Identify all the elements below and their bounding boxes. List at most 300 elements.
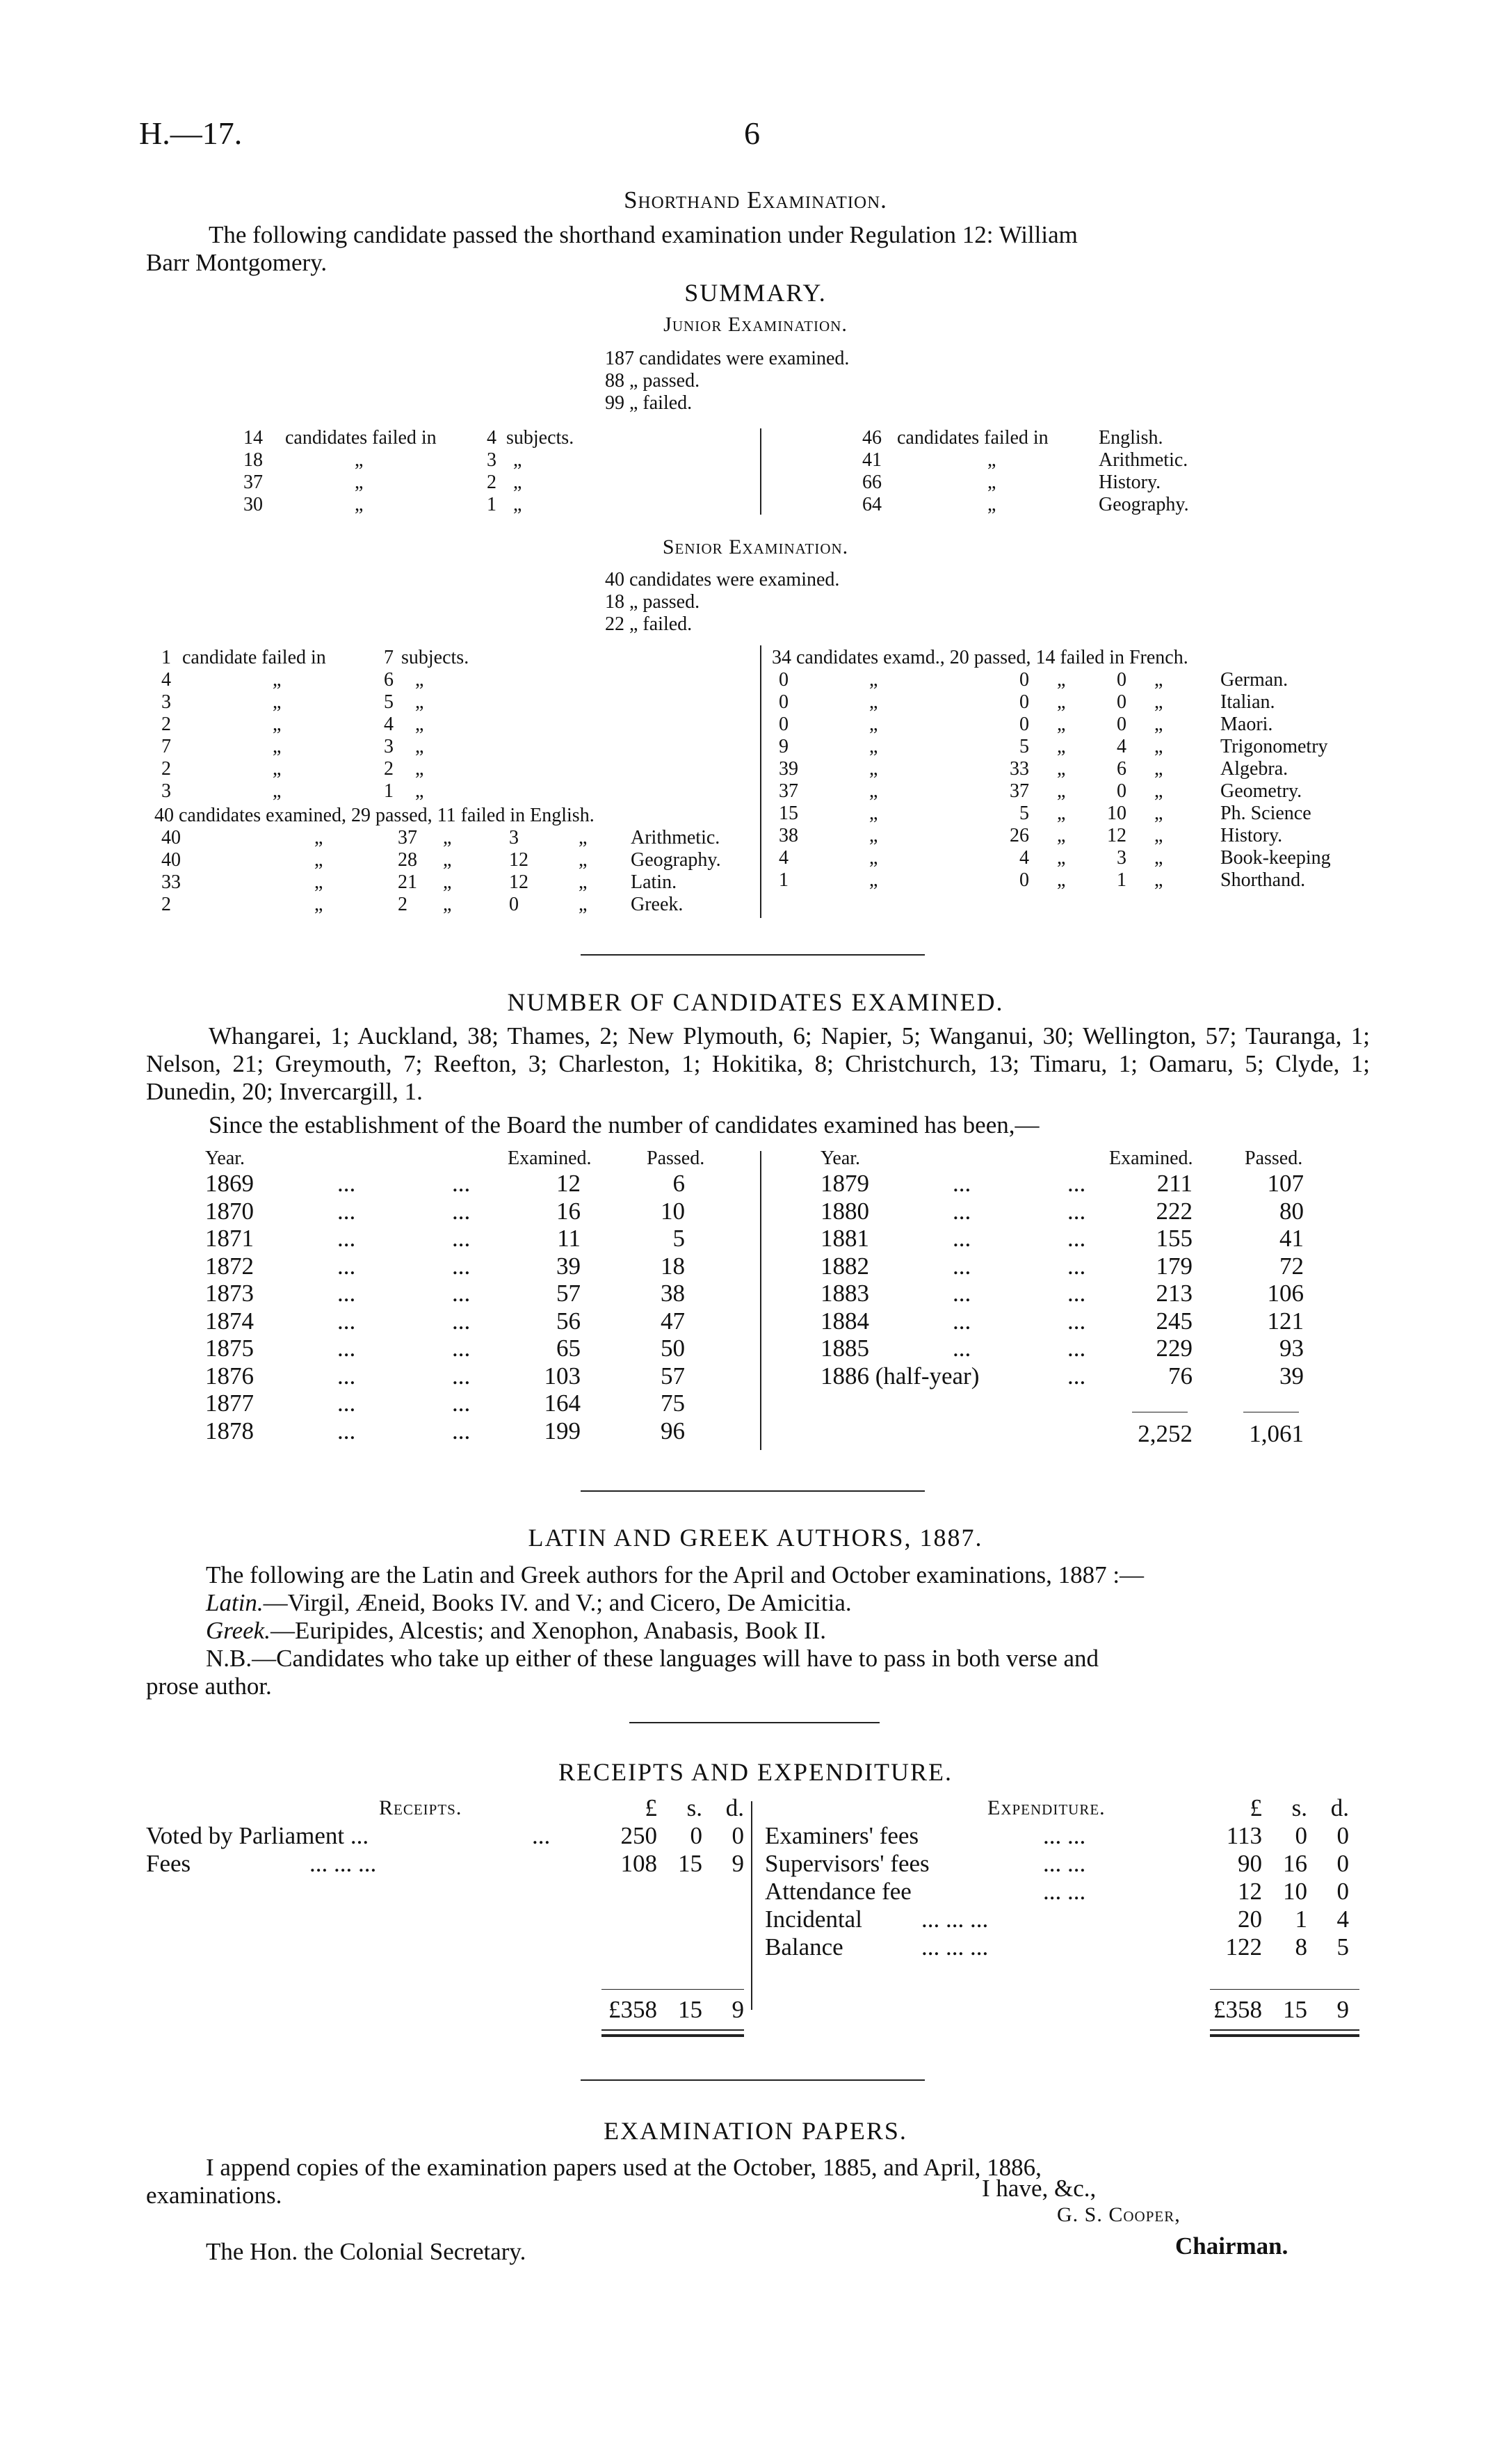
col-examined-left: Examined. — [508, 1148, 592, 1169]
shillings-cell: 15 — [678, 1996, 702, 2023]
senior-right-subjects — [779, 669, 1384, 899]
subject-count: 4 — [384, 714, 394, 735]
failed-count: 3 — [509, 827, 519, 848]
leader-dots: ... — [337, 1417, 356, 1444]
leader-dots: ... — [452, 1225, 471, 1252]
passed-count: 0 — [1019, 714, 1029, 735]
leader-dots: ... — [452, 1362, 471, 1390]
failed-count: 4 — [1117, 736, 1126, 757]
leader-dots: ... — [953, 1335, 971, 1362]
examined-cell: 11 — [557, 1225, 581, 1252]
passed-cell: 47 — [661, 1307, 685, 1335]
failed-count: 10 — [1107, 803, 1126, 824]
examined-count: 38 — [779, 825, 798, 846]
candidate-count: 3 — [161, 780, 171, 802]
ditto-text: „ — [1057, 736, 1066, 757]
examined-cell: 179 — [1156, 1252, 1193, 1280]
passed-cell: 41 — [1279, 1225, 1304, 1252]
subject-count: 3 — [487, 449, 496, 471]
junior-totals — [605, 348, 849, 414]
ditto-text: „ — [443, 849, 452, 871]
ditto-text: „ — [869, 803, 878, 824]
receipt-label: Fees — [146, 1850, 191, 1877]
junior-divider — [760, 428, 761, 515]
leader-dots: ... — [337, 1307, 356, 1335]
ditto-text: „ — [1057, 780, 1066, 802]
subject-count: 1 — [487, 494, 496, 515]
year-cell: 1869 — [205, 1170, 254, 1197]
ditto-text: „ — [513, 449, 522, 471]
junior-total-line: 88 „ passed. — [605, 370, 700, 392]
failed-count: 0 — [509, 894, 519, 915]
candidate-count: 66 — [862, 472, 882, 493]
ditto-text: „ — [1057, 714, 1066, 735]
authors-nb-1: N.B.—Candidates who take up either of these languages will have to pass in both verse and — [206, 1645, 1099, 1672]
ditto-text: „ — [1057, 825, 1066, 846]
passed-cell: 106 — [1267, 1280, 1304, 1307]
leader-dots: ... — [953, 1280, 971, 1307]
addressee: The Hon. the Colonial Secretary. — [206, 2238, 526, 2265]
year-cell: 1886 (half-year) — [821, 1362, 980, 1390]
leader-dots: ... — [452, 1390, 471, 1417]
currency-header-left — [605, 1794, 744, 1822]
year-cell: 1885 — [821, 1335, 869, 1362]
papers-title: EXAMINATION PAPERS. — [604, 2117, 907, 2145]
passed-count: 5 — [1019, 803, 1029, 824]
leader-dots: ... — [337, 1225, 356, 1252]
ditto-text: candidate failed in — [182, 647, 326, 668]
double-rule — [601, 2034, 744, 2037]
examined-cell: 211 — [1156, 1170, 1193, 1197]
failed-count: 0 — [1117, 691, 1126, 713]
shillings-cell: 8 — [1295, 1933, 1307, 1960]
passed-cell: 72 — [1279, 1252, 1304, 1280]
shillings-cell: 0 — [1295, 1822, 1307, 1849]
passed-count: 37 — [398, 827, 417, 848]
ditto-text: „ — [869, 691, 878, 713]
candidates-divider — [760, 1151, 761, 1450]
subject-name: Maori. — [1220, 714, 1273, 735]
passed-count: 37 — [1010, 780, 1029, 802]
ditto-text: „ — [415, 758, 424, 780]
subject-name: Greek. — [631, 894, 684, 915]
subject-name: Arithmetic. — [1099, 449, 1188, 471]
subject-name: German. — [1220, 669, 1288, 691]
ditto-text: „ — [579, 827, 588, 848]
ditto-text: „ — [273, 669, 282, 691]
ditto-text: „ — [869, 869, 878, 891]
ditto-text: „ — [987, 449, 996, 471]
failed-count: 12 — [1107, 825, 1126, 846]
leader-dots: ... — [1067, 1280, 1086, 1307]
ditto-text: „ — [1154, 825, 1163, 846]
shorthand-title: Shorthand Examination. — [624, 186, 887, 214]
examined-cell: 164 — [544, 1390, 581, 1417]
failed-count: 3 — [1117, 847, 1126, 869]
leader-dots: ... ... — [1043, 1822, 1086, 1849]
leader-dots: ... — [452, 1307, 471, 1335]
examined-cell: 65 — [556, 1335, 581, 1362]
document-reference: H.—17. — [139, 115, 243, 151]
passed-cell: 80 — [1279, 1197, 1304, 1225]
ditto-text: „ — [987, 472, 996, 493]
ditto-text: „ — [443, 827, 452, 848]
passed-count: 0 — [1019, 869, 1029, 891]
pounds-cell: 12 — [1238, 1878, 1262, 1905]
pounds-cell: £358 — [608, 1996, 657, 2023]
subject-name: Geography. — [631, 849, 721, 871]
pounds-cell: 20 — [1238, 1906, 1262, 1933]
examined-count: 0 — [779, 714, 789, 735]
year-cell: 1872 — [205, 1252, 254, 1280]
ditto-text: „ — [869, 736, 878, 757]
authors-nb-2: prose author. — [146, 1673, 272, 1700]
year-cell: 1871 — [205, 1225, 254, 1252]
leader-dots: ... — [337, 1335, 356, 1362]
passed-cell: 38 — [661, 1280, 685, 1307]
sign-off: I have, &c., — [982, 2175, 1097, 2202]
double-rule — [1210, 2034, 1359, 2037]
subject-name: Ph. Science — [1220, 803, 1311, 824]
examined-cell: 16 — [556, 1197, 581, 1225]
ditto-text: „ — [869, 714, 878, 735]
expenditure-label: Examiners' fees — [765, 1822, 919, 1849]
expenditure-total — [1210, 1996, 1349, 2024]
leader-dots: ... — [1067, 1197, 1086, 1225]
authors-greek — [206, 1617, 826, 1645]
leader-dots: ... — [1067, 1335, 1086, 1362]
passed-count: 28 — [398, 849, 417, 871]
leader-dots: ... — [337, 1390, 356, 1417]
ditto-text: „ — [869, 780, 878, 802]
examined-cell: 12 — [556, 1170, 581, 1197]
senior-divider — [760, 645, 761, 918]
divider — [581, 2079, 925, 2081]
ditto-text: „ — [314, 827, 323, 848]
leader-dots: ... — [337, 1362, 356, 1390]
pence-cell: 0 — [732, 1822, 744, 1849]
ditto-text: „ — [1057, 847, 1066, 869]
expenditure-label: Balance — [765, 1933, 843, 1960]
shorthand-line-2: Barr Montgomery. — [146, 249, 328, 276]
failed-count: 0 — [1117, 714, 1126, 735]
shillings-cell: 15 — [678, 1850, 702, 1877]
senior-total-line: 40 candidates were examined. — [605, 569, 840, 590]
pounds-cell: £ — [645, 1794, 657, 1821]
leader-dots: ... — [452, 1335, 471, 1362]
candidates-paragraph: Whangarei, 1; Auckland, 38; Thames, 2; New Plymouth, 6; Napier, 5; Wanganui, 30; Wellington, 57; Tauranga, 1; Nelson, 21; Greymouth, 7; Reefton, 3; Charleston, 1; Hokitika, 8; Christchurch, 13; Timaru, 1; Oamaru, 5; Clyde, 1; Dunedin, 20; Invercargill, 1. — [146, 1022, 1370, 1105]
ditto-text: „ — [869, 758, 878, 780]
examined-count: 37 — [779, 780, 798, 802]
page-number: 6 — [744, 115, 760, 151]
subject-name: English. — [1099, 427, 1163, 449]
failed-count: 0 — [1117, 780, 1126, 802]
shorthand-line-1: The following candidate passed the shorthand examination under Regulation 12: William — [209, 221, 1078, 248]
shillings-cell: 10 — [1283, 1878, 1307, 1905]
pounds-cell: 113 — [1226, 1822, 1262, 1849]
shillings-cell: s. — [686, 1794, 702, 1821]
ditto-text: subjects. — [506, 427, 574, 449]
examined-count: 2 — [161, 894, 171, 915]
candidate-count: 1 — [161, 647, 171, 668]
pence-cell: 9 — [732, 1996, 744, 2023]
ditto-text: „ — [869, 847, 878, 869]
junior-total-line: 99 „ failed. — [605, 392, 693, 414]
ditto-text: „ — [869, 669, 878, 691]
ditto-text: „ — [415, 714, 424, 735]
receipt-label: Voted by Parliament ... — [146, 1822, 369, 1849]
leader-dots: ... — [337, 1252, 356, 1280]
examined-count: 15 — [779, 803, 798, 824]
year-cell: 1882 — [821, 1252, 869, 1280]
candidate-count: 41 — [862, 449, 882, 471]
ditto-text: „ — [1154, 847, 1163, 869]
year-cell: 1870 — [205, 1197, 254, 1225]
subject-count: 2 — [487, 472, 496, 493]
junior-subjects-failed — [243, 427, 605, 517]
candidate-count: 2 — [161, 758, 171, 780]
pounds-cell: 90 — [1238, 1850, 1262, 1877]
candidate-count: 7 — [161, 736, 171, 757]
leader-dots: ... ... ... — [921, 1933, 989, 1960]
senior-subjects-failed — [161, 647, 523, 807]
expenditure-title: Expenditure. — [987, 1796, 1106, 1819]
senior-title: Senior Examination. — [662, 536, 849, 558]
ditto-text: „ — [513, 494, 522, 515]
passed-count: 4 — [1019, 847, 1029, 869]
total-passed: 1,061 — [1249, 1420, 1304, 1447]
ditto-text: „ — [415, 669, 424, 691]
shillings-cell: 16 — [1283, 1850, 1307, 1877]
examined-count: 33 — [161, 871, 181, 893]
passed-cell: 10 — [661, 1197, 685, 1225]
examined-cell: 76 — [1168, 1362, 1193, 1390]
subject-count: 2 — [384, 758, 394, 780]
pence-cell: 0 — [1336, 1850, 1349, 1877]
junior-failed-in — [862, 427, 1266, 517]
leader-dots: ... — [953, 1170, 971, 1197]
pounds-cell: 250 — [620, 1822, 657, 1849]
examined-count: 40 — [161, 827, 181, 848]
total-rule — [1210, 1989, 1359, 1990]
ditto-text: „ — [1154, 669, 1163, 691]
senior-right-header: 34 candidates examd., 20 passed, 14 failed in French. — [772, 647, 1188, 668]
pounds-cell: 122 — [1225, 1933, 1262, 1960]
greek-label: Greek. — [206, 1617, 270, 1644]
examined-count: 0 — [779, 669, 789, 691]
ditto-text: „ — [273, 780, 282, 802]
ditto-text: „ — [1154, 803, 1163, 824]
col-passed-right: Passed. — [1245, 1148, 1303, 1169]
passed-count: 2 — [398, 894, 407, 915]
ditto-text: „ — [273, 758, 282, 780]
ditto-text: „ — [987, 494, 996, 515]
failed-count: 6 — [1117, 758, 1126, 780]
accounts-title: RECEIPTS AND EXPENDITURE. — [558, 1758, 953, 1786]
passed-cell: 5 — [672, 1225, 685, 1252]
failed-count: 1 — [1117, 869, 1126, 891]
papers-line-1: I append copies of the examination papers used at the October, 1885, and April, 1886, — [206, 2154, 1042, 2181]
receipts-list — [146, 1822, 744, 1885]
ditto-text: „ — [1154, 780, 1163, 802]
ditto-text: „ — [415, 736, 424, 757]
examined-cell: 222 — [1156, 1197, 1193, 1225]
candidate-count: 14 — [243, 427, 263, 449]
ditto-text: „ — [314, 894, 323, 915]
leader-dots: ... — [452, 1170, 471, 1197]
leader-dots: ... — [452, 1252, 471, 1280]
year-cell: 1875 — [205, 1335, 254, 1362]
accounts-divider — [751, 1801, 752, 2010]
double-rule — [1210, 2029, 1359, 2031]
subject-name: Arithmetic. — [631, 827, 720, 848]
subject-name: Book-keeping — [1220, 847, 1331, 869]
candidates-table-left — [205, 1170, 748, 1448]
shillings-cell: 0 — [690, 1822, 702, 1849]
pence-cell: 0 — [1336, 1878, 1349, 1905]
ditto-text: „ — [1057, 691, 1066, 713]
year-cell: 1877 — [205, 1390, 254, 1417]
leader-dots: ... — [532, 1822, 551, 1849]
senior-left-subjects — [161, 827, 759, 924]
signatory: G. S. Cooper, — [1057, 2203, 1181, 2226]
examined-cell: 103 — [544, 1362, 581, 1390]
junior-total-line: 187 candidates were examined. — [605, 348, 850, 369]
ditto-text: „ — [579, 871, 588, 893]
ditto-text: „ — [579, 849, 588, 871]
subject-count: 4 — [487, 427, 496, 449]
pence-cell: 9 — [732, 1850, 744, 1877]
authors-latin — [206, 1589, 852, 1617]
signatory-role: Chairman. — [1175, 2232, 1288, 2260]
col-year-left: Year. — [205, 1148, 245, 1169]
subject-name: History. — [1099, 472, 1161, 493]
examined-cell: 229 — [1156, 1335, 1193, 1362]
ditto-text: „ — [1057, 869, 1066, 891]
ditto-text: „ — [1057, 669, 1066, 691]
examined-count: 9 — [779, 736, 789, 757]
subject-count: 1 — [384, 780, 394, 802]
passed-cell: 39 — [1279, 1362, 1304, 1390]
pounds-cell: £358 — [1213, 1996, 1262, 2023]
examined-cell: 199 — [544, 1417, 581, 1444]
year-cell: 1881 — [821, 1225, 869, 1252]
examined-count: 0 — [779, 691, 789, 713]
ditto-text: „ — [273, 691, 282, 713]
subject-name: Italian. — [1220, 691, 1275, 713]
candidate-count: 37 — [243, 472, 263, 493]
year-cell: 1873 — [205, 1280, 254, 1307]
ditto-text: „ — [314, 871, 323, 893]
subject-name: Geography. — [1099, 494, 1189, 515]
examined-cell: 56 — [556, 1307, 581, 1335]
col-passed-left: Passed. — [647, 1148, 705, 1169]
ditto-text: „ — [1057, 758, 1066, 780]
ditto-text: candidates failed in — [897, 427, 1049, 449]
pence-cell: 0 — [1336, 1822, 1349, 1849]
failed-count: 12 — [509, 849, 528, 871]
senior-total-line: 18 „ passed. — [605, 591, 700, 613]
leader-dots: ... — [1067, 1225, 1086, 1252]
ditto-text: „ — [1154, 714, 1163, 735]
pence-cell: 4 — [1336, 1906, 1349, 1933]
col-year-right: Year. — [821, 1148, 861, 1169]
leader-dots: ... — [337, 1170, 356, 1197]
candidate-count: 4 — [161, 669, 171, 691]
year-cell: 1883 — [821, 1280, 869, 1307]
leader-dots: ... — [1067, 1307, 1086, 1335]
pence-cell: d. — [1330, 1794, 1349, 1821]
leader-dots: ... — [1067, 1252, 1086, 1280]
leader-dots: ... — [337, 1280, 356, 1307]
authors-title: LATIN AND GREEK AUTHORS, 1887. — [528, 1524, 983, 1552]
pence-cell: 9 — [1336, 1996, 1349, 2023]
subject-name: History. — [1220, 825, 1283, 846]
ditto-text: „ — [355, 472, 364, 493]
total-rule — [601, 1989, 744, 1990]
subject-name: Trigonometry — [1220, 736, 1328, 757]
ditto-text: „ — [415, 780, 424, 802]
leader-dots: ... — [452, 1197, 471, 1225]
divider — [581, 954, 925, 956]
year-cell: 1884 — [821, 1307, 869, 1335]
expenditure-label: Supervisors' fees — [765, 1850, 930, 1877]
candidate-count: 64 — [862, 494, 882, 515]
expenditure-label: Incidental — [765, 1906, 862, 1933]
shillings-cell: 15 — [1283, 1996, 1307, 2023]
expenditure-label: Attendance fee — [765, 1878, 912, 1905]
year-cell: 1879 — [821, 1170, 869, 1197]
ditto-text: candidates failed in — [285, 427, 437, 449]
examined-count: 1 — [779, 869, 789, 891]
pence-cell: d. — [725, 1794, 744, 1821]
latin-text: —Virgil, Æneid, Books IV. and V.; and Cicero, De Amicitia. — [263, 1589, 852, 1616]
double-rule — [601, 2029, 744, 2031]
subject-name: Latin. — [631, 871, 677, 893]
subject-count: 3 — [384, 736, 394, 757]
ditto-text: „ — [1154, 736, 1163, 757]
leader-dots: ... — [337, 1197, 356, 1225]
passed-cell: 18 — [661, 1252, 685, 1280]
subject-count: 6 — [384, 669, 394, 691]
passed-cell: 6 — [672, 1170, 685, 1197]
leader-dots: ... — [953, 1197, 971, 1225]
candidate-count: 18 — [243, 449, 263, 471]
candidates-since: Since the establishment of the Board the number of candidates examined has been,— — [209, 1111, 1040, 1138]
senior-totals — [605, 569, 839, 636]
shillings-cell: s. — [1291, 1794, 1307, 1821]
ditto-text: „ — [1057, 803, 1066, 824]
total-examined: 2,252 — [1138, 1420, 1193, 1447]
leader-dots: ... ... ... — [921, 1906, 989, 1933]
ditto-text: „ — [355, 494, 364, 515]
candidate-count: 46 — [862, 427, 882, 449]
ditto-text: „ — [513, 472, 522, 493]
senior-left-header: 40 candidates examined, 29 passed, 11 failed in English. — [154, 805, 595, 826]
examined-cell: 155 — [1156, 1225, 1193, 1252]
passed-count: 0 — [1019, 669, 1029, 691]
summary-title: SUMMARY. — [684, 279, 827, 307]
candidates-title: NUMBER OF CANDIDATES EXAMINED. — [507, 988, 1004, 1016]
passed-cell: 57 — [661, 1362, 685, 1390]
passed-count: 33 — [1010, 758, 1029, 780]
ditto-text: „ — [273, 714, 282, 735]
senior-total-line: 22 „ failed. — [605, 613, 693, 635]
leader-dots: ... — [1067, 1362, 1086, 1390]
ditto-text: „ — [579, 894, 588, 915]
failed-count: 12 — [509, 871, 528, 893]
leader-dots: ... — [953, 1252, 971, 1280]
